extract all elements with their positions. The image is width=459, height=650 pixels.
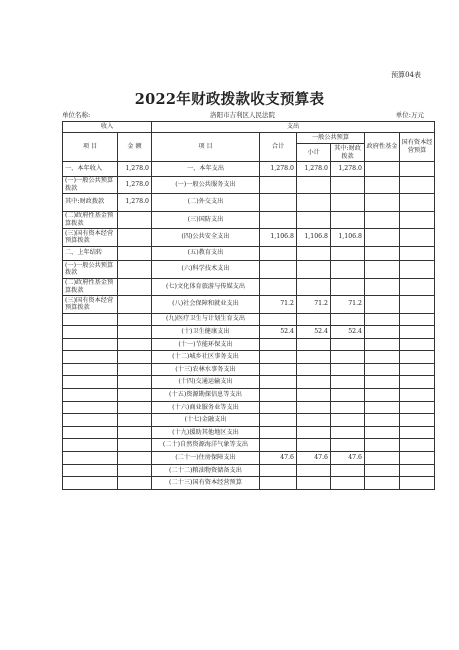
soe-budget-cell bbox=[400, 376, 435, 389]
income-item-cell: 二、上年结转 bbox=[63, 246, 118, 261]
income-item-cell bbox=[63, 389, 118, 402]
fiscal-grant-cell bbox=[331, 176, 365, 194]
soe-budget-cell bbox=[400, 401, 435, 414]
subtotal-cell bbox=[297, 363, 331, 376]
fiscal-grant-cell bbox=[331, 439, 365, 452]
subtotal-cell bbox=[297, 389, 331, 402]
fiscal-grant-cell bbox=[331, 338, 365, 351]
total-header: 合计 bbox=[260, 133, 297, 162]
fiscal-grant-cell bbox=[331, 477, 365, 490]
expense-item-cell: (九)医疗卫生与计划生育支出 bbox=[152, 313, 260, 326]
total-cell bbox=[260, 401, 297, 414]
total-cell bbox=[260, 261, 297, 279]
gov-fund-cell bbox=[365, 464, 400, 477]
income-amount-cell bbox=[118, 351, 152, 364]
table-row bbox=[63, 176, 435, 194]
subtotal-cell bbox=[297, 439, 331, 452]
income-item-header: 项 目 bbox=[63, 133, 118, 162]
gov-fund-cell bbox=[365, 389, 400, 402]
expense-item-cell: (十一)节能环保支出 bbox=[152, 338, 260, 351]
unit-name: 洛阳市吉利区人民法院 bbox=[210, 111, 275, 119]
table-row bbox=[63, 278, 435, 296]
soe-budget-cell bbox=[400, 389, 435, 402]
fiscal-grant-cell bbox=[331, 211, 365, 229]
income-amount-cell bbox=[118, 313, 152, 326]
subtotal-cell: 52.4 bbox=[297, 326, 331, 339]
soe-budget-cell bbox=[400, 246, 435, 261]
total-cell bbox=[260, 426, 297, 439]
income-amount-cell bbox=[118, 326, 152, 339]
total-cell bbox=[260, 464, 297, 477]
gov-fund-cell bbox=[365, 351, 400, 364]
table-row bbox=[63, 338, 435, 351]
soe-budget-cell bbox=[400, 296, 435, 314]
income-item-cell: (二)政府性基金预算拨款 bbox=[63, 278, 118, 296]
table-row bbox=[63, 296, 435, 314]
table-row bbox=[63, 452, 435, 465]
income-amount-header: 金 额 bbox=[118, 133, 152, 162]
table-row bbox=[63, 229, 435, 247]
table-code: 预算04表 bbox=[391, 71, 421, 79]
soe-budget-cell bbox=[400, 261, 435, 279]
income-item-cell: 一、本年收入 bbox=[63, 162, 118, 177]
unit-label: 单位:万元 bbox=[395, 111, 424, 119]
expense-item-cell: 一、本年支出 bbox=[152, 162, 260, 177]
fiscal-grant-cell: 52.4 bbox=[331, 326, 365, 339]
gov-fund-cell bbox=[365, 211, 400, 229]
total-cell: 1,278.0 bbox=[260, 162, 297, 177]
income-item-cell bbox=[63, 414, 118, 427]
subtotal-cell bbox=[297, 477, 331, 490]
fiscal-grant-cell bbox=[331, 261, 365, 279]
soe-budget-header: 国有资本经营预算 bbox=[400, 133, 435, 162]
soe-budget-cell bbox=[400, 452, 435, 465]
expense-item-cell: (十七)金融支出 bbox=[152, 414, 260, 427]
income-amount-cell: 1,278.0 bbox=[118, 194, 152, 212]
fiscal-grant-cell bbox=[331, 414, 365, 427]
income-amount-cell bbox=[118, 278, 152, 296]
table-row bbox=[63, 477, 435, 490]
income-item-cell: (三)国有资本经营预算拨款 bbox=[63, 296, 118, 314]
total-cell bbox=[260, 477, 297, 490]
header-row-2 bbox=[63, 133, 435, 144]
gov-fund-cell bbox=[365, 176, 400, 194]
total-cell: 47.6 bbox=[260, 452, 297, 465]
header-row-1 bbox=[63, 122, 435, 133]
gov-fund-cell bbox=[365, 326, 400, 339]
gov-fund-header: 政府性基金 bbox=[365, 133, 400, 162]
table-row bbox=[63, 414, 435, 427]
fiscal-grant-cell: 1,106.8 bbox=[331, 229, 365, 247]
fiscal-grant-cell bbox=[331, 351, 365, 364]
table-row bbox=[63, 211, 435, 229]
income-item-cell bbox=[63, 313, 118, 326]
expense-header: 支出 bbox=[152, 122, 435, 133]
soe-budget-cell bbox=[400, 162, 435, 177]
income-amount-cell: 1,278.0 bbox=[118, 162, 152, 177]
soe-budget-cell bbox=[400, 439, 435, 452]
income-amount-cell bbox=[118, 439, 152, 452]
income-amount-cell bbox=[118, 464, 152, 477]
expense-item-cell: (二十一)住房保障支出 bbox=[152, 452, 260, 465]
soe-budget-cell bbox=[400, 326, 435, 339]
income-amount-cell bbox=[118, 401, 152, 414]
total-cell: 1,106.8 bbox=[260, 229, 297, 247]
soe-budget-cell bbox=[400, 477, 435, 490]
fiscal-grant-cell: 1,278.0 bbox=[331, 162, 365, 177]
income-amount-cell bbox=[118, 452, 152, 465]
total-cell bbox=[260, 278, 297, 296]
gov-fund-cell bbox=[365, 401, 400, 414]
soe-budget-cell bbox=[400, 176, 435, 194]
total-cell bbox=[260, 376, 297, 389]
gov-fund-cell bbox=[365, 194, 400, 212]
expense-item-cell: (二十)自然资源海洋气象等支出 bbox=[152, 439, 260, 452]
table-row bbox=[63, 162, 435, 177]
total-cell bbox=[260, 338, 297, 351]
subtotal-cell bbox=[297, 414, 331, 427]
income-item-cell: 其中:财政拨款 bbox=[63, 194, 118, 212]
income-amount-cell bbox=[118, 389, 152, 402]
income-item-cell bbox=[63, 439, 118, 452]
subtotal-header: 小计 bbox=[297, 144, 331, 162]
total-cell bbox=[260, 439, 297, 452]
income-amount-cell bbox=[118, 261, 152, 279]
gov-fund-cell bbox=[365, 376, 400, 389]
gov-fund-cell bbox=[365, 414, 400, 427]
fiscal-grant-cell bbox=[331, 389, 365, 402]
subtotal-cell bbox=[297, 176, 331, 194]
fiscal-grant-cell: 71.2 bbox=[331, 296, 365, 314]
income-header: 收入 bbox=[63, 122, 152, 133]
expense-item-cell: (二十二)粮油物资储备支出 bbox=[152, 464, 260, 477]
total-cell bbox=[260, 194, 297, 212]
total-cell: 71.2 bbox=[260, 296, 297, 314]
subtotal-cell: 1,106.8 bbox=[297, 229, 331, 247]
expense-item-cell: (四)公共安全支出 bbox=[152, 229, 260, 247]
gov-fund-cell bbox=[365, 229, 400, 247]
subtotal-cell bbox=[297, 211, 331, 229]
total-cell: 52.4 bbox=[260, 326, 297, 339]
income-amount-cell bbox=[118, 414, 152, 427]
general-budget-header: 一般公共预算 bbox=[297, 133, 365, 144]
subtotal-cell: 1,278.0 bbox=[297, 162, 331, 177]
table-row bbox=[63, 351, 435, 364]
table-row bbox=[63, 426, 435, 439]
budget-table bbox=[62, 121, 435, 490]
fiscal-grant-cell bbox=[331, 464, 365, 477]
soe-budget-cell bbox=[400, 414, 435, 427]
fiscal-grant-cell bbox=[331, 401, 365, 414]
subtotal-cell bbox=[297, 464, 331, 477]
income-item-cell bbox=[63, 351, 118, 364]
gov-fund-cell bbox=[365, 363, 400, 376]
table-row bbox=[63, 439, 435, 452]
total-cell bbox=[260, 351, 297, 364]
gov-fund-cell bbox=[365, 296, 400, 314]
soe-budget-cell bbox=[400, 338, 435, 351]
table-row bbox=[63, 313, 435, 326]
income-amount-cell bbox=[118, 338, 152, 351]
gov-fund-cell bbox=[365, 246, 400, 261]
unit-name-label: 单位名称: bbox=[62, 111, 91, 119]
expense-item-header: 项 目 bbox=[152, 133, 260, 162]
total-cell bbox=[260, 211, 297, 229]
income-item-cell bbox=[63, 326, 118, 339]
table-row bbox=[63, 326, 435, 339]
expense-item-cell: (二)外交支出 bbox=[152, 194, 260, 212]
subtotal-cell bbox=[297, 426, 331, 439]
income-amount-cell bbox=[118, 477, 152, 490]
subtotal-cell bbox=[297, 246, 331, 261]
income-item-cell bbox=[63, 426, 118, 439]
gov-fund-cell bbox=[365, 439, 400, 452]
table-row bbox=[63, 401, 435, 414]
table-row bbox=[63, 246, 435, 261]
total-cell bbox=[260, 176, 297, 194]
fiscal-grant-cell bbox=[331, 426, 365, 439]
fiscal-grant-cell bbox=[331, 246, 365, 261]
expense-item-cell: (十六)商业服务业等支出 bbox=[152, 401, 260, 414]
gov-fund-cell bbox=[365, 338, 400, 351]
soe-budget-cell bbox=[400, 211, 435, 229]
income-item-cell: (二)政府性基金预算拨款 bbox=[63, 211, 118, 229]
subtotal-cell bbox=[297, 194, 331, 212]
expense-item-cell: (十四)交通运输支出 bbox=[152, 376, 260, 389]
subtotal-cell: 47.6 bbox=[297, 452, 331, 465]
subtotal-cell bbox=[297, 338, 331, 351]
income-amount-cell bbox=[118, 426, 152, 439]
table-row bbox=[63, 194, 435, 212]
income-amount-cell bbox=[118, 296, 152, 314]
expense-item-cell: (一)一般公共服务支出 bbox=[152, 176, 260, 194]
fiscal-grant-cell bbox=[331, 313, 365, 326]
subtotal-cell bbox=[297, 351, 331, 364]
subtotal-cell bbox=[297, 376, 331, 389]
expense-item-cell: (三)国防支出 bbox=[152, 211, 260, 229]
expense-item-cell: (十)卫生健康支出 bbox=[152, 326, 260, 339]
fiscal-grant-cell bbox=[331, 376, 365, 389]
expense-item-cell: (十五)资源勘探信息等支出 bbox=[152, 389, 260, 402]
total-cell bbox=[260, 414, 297, 427]
expense-item-cell: (七)文化体育旅游与传媒支出 bbox=[152, 278, 260, 296]
fiscal-grant-cell: 47.6 bbox=[331, 452, 365, 465]
gov-fund-cell bbox=[365, 477, 400, 490]
income-item-cell: (一)一般公共预算拨款 bbox=[63, 261, 118, 279]
subtotal-cell bbox=[297, 401, 331, 414]
income-item-cell: (一)一般公共预算拨款 bbox=[63, 176, 118, 194]
income-item-cell bbox=[63, 363, 118, 376]
subtotal-cell bbox=[297, 261, 331, 279]
income-item-cell bbox=[63, 376, 118, 389]
income-amount-cell bbox=[118, 229, 152, 247]
table-row bbox=[63, 389, 435, 402]
income-amount-cell bbox=[118, 211, 152, 229]
subtotal-cell bbox=[297, 278, 331, 296]
page-title: 2022年财政拨款收支预算表 bbox=[134, 91, 325, 108]
income-item-cell bbox=[63, 401, 118, 414]
subtotal-cell bbox=[297, 313, 331, 326]
table-row bbox=[63, 376, 435, 389]
expense-item-cell: (十三)农林水事务支出 bbox=[152, 363, 260, 376]
income-item-cell: (三)国有资本经营预算拨款 bbox=[63, 229, 118, 247]
total-cell bbox=[260, 363, 297, 376]
total-cell bbox=[260, 246, 297, 261]
fiscal-grant-cell bbox=[331, 278, 365, 296]
soe-budget-cell bbox=[400, 426, 435, 439]
fiscal-grant-header: 其中:财政拨款 bbox=[331, 144, 365, 162]
expense-item-cell: (十九)援助其他地区支出 bbox=[152, 426, 260, 439]
soe-budget-cell bbox=[400, 229, 435, 247]
expense-item-cell: (八)社会保障和就业支出 bbox=[152, 296, 260, 314]
soe-budget-cell bbox=[400, 464, 435, 477]
income-item-cell bbox=[63, 464, 118, 477]
income-amount-cell: 1,278.0 bbox=[118, 176, 152, 194]
total-cell bbox=[260, 313, 297, 326]
soe-budget-cell bbox=[400, 194, 435, 212]
income-item-cell bbox=[63, 338, 118, 351]
expense-item-cell: (六)科学技术支出 bbox=[152, 261, 260, 279]
expense-item-cell: (五)教育支出 bbox=[152, 246, 260, 261]
gov-fund-cell bbox=[365, 313, 400, 326]
income-item-cell bbox=[63, 452, 118, 465]
gov-fund-cell bbox=[365, 452, 400, 465]
income-amount-cell bbox=[118, 363, 152, 376]
total-cell bbox=[260, 389, 297, 402]
fiscal-grant-cell bbox=[331, 194, 365, 212]
gov-fund-cell bbox=[365, 162, 400, 177]
gov-fund-cell bbox=[365, 261, 400, 279]
income-item-cell bbox=[63, 477, 118, 490]
table-row bbox=[63, 464, 435, 477]
gov-fund-cell bbox=[365, 278, 400, 296]
soe-budget-cell bbox=[400, 313, 435, 326]
soe-budget-cell bbox=[400, 363, 435, 376]
soe-budget-cell bbox=[400, 278, 435, 296]
gov-fund-cell bbox=[365, 426, 400, 439]
income-amount-cell bbox=[118, 376, 152, 389]
table-row bbox=[63, 363, 435, 376]
soe-budget-cell bbox=[400, 351, 435, 364]
table-row bbox=[63, 261, 435, 279]
income-amount-cell bbox=[118, 246, 152, 261]
expense-item-cell: (十二)城乡社区事务支出 bbox=[152, 351, 260, 364]
expense-item-cell: (二十三)国有资本经营预算 bbox=[152, 477, 260, 490]
subtotal-cell: 71.2 bbox=[297, 296, 331, 314]
fiscal-grant-cell bbox=[331, 363, 365, 376]
